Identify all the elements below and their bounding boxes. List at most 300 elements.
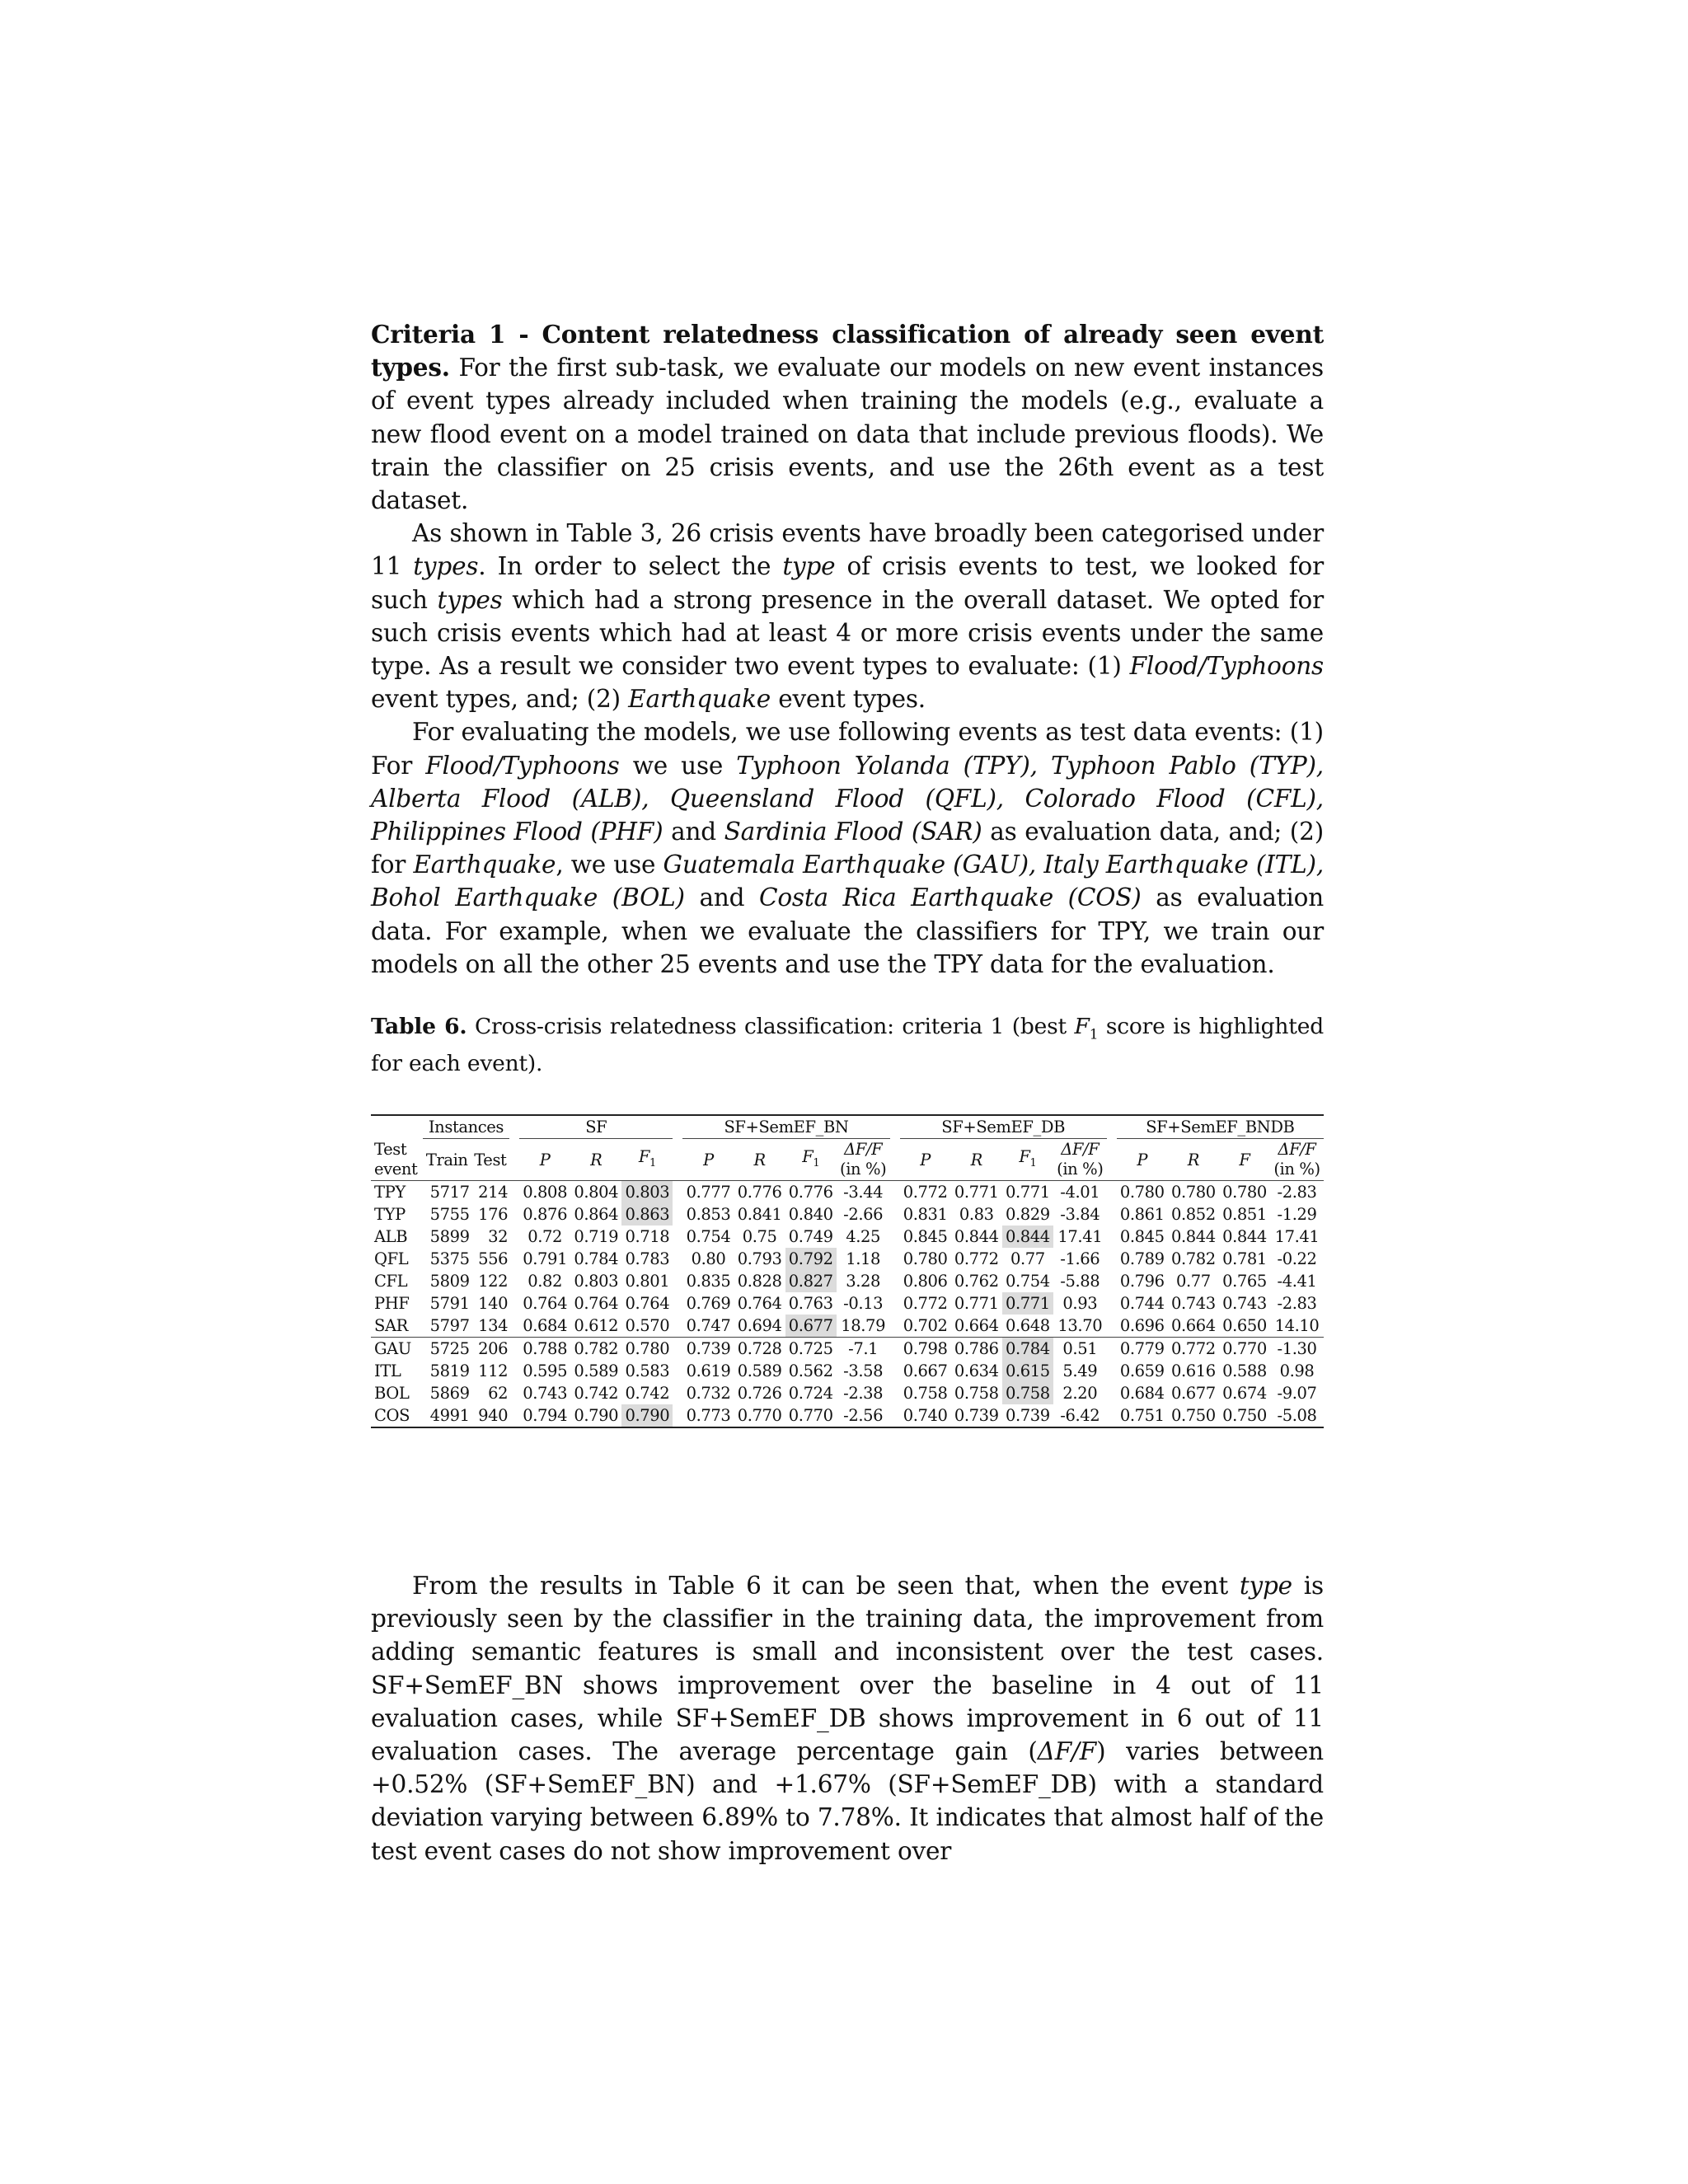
cell-bn-delta: 3.28 [846, 1272, 881, 1291]
italic-run: Costa Rica Earthquake (COS) [758, 883, 1142, 912]
cell-db-p: 0.667 [903, 1361, 948, 1380]
spacer [1107, 1382, 1117, 1404]
cell-bn-r: 0.841 [737, 1205, 782, 1224]
math-symbol: P [1137, 1150, 1148, 1169]
cell-bndb-p: 0.845 [1119, 1227, 1165, 1246]
cell-bn-delta: 4.25 [846, 1227, 881, 1246]
spacer [1107, 1203, 1117, 1226]
spacer [1107, 1115, 1117, 1139]
header-sf-r [570, 1139, 621, 1181]
cell-bn-r: 0.776 [737, 1183, 782, 1202]
cell-sf-p: 0.808 [523, 1183, 568, 1202]
cell-bn-f1: 0.776 [788, 1183, 833, 1202]
cell-sf-f1: 0.801 [625, 1272, 670, 1291]
text-run: is previously seen by the classifier in the training data, the improvement from adding semantic features is small and inconsistent over the test cases. SF+SemEF_BN shows improvement over the baseline in 4 out of 11 evaluation cases, while SF+SemEF_DB shows improvement in 6 out of 11 evaluation cases. The average percentage gain ( [371, 1572, 1324, 1766]
cell-db-r: 0.772 [954, 1249, 999, 1268]
cell-bndb-r: 0.782 [1170, 1249, 1216, 1268]
cell-train: 5809 [429, 1272, 470, 1291]
cell-db-delta: -1.66 [1060, 1249, 1100, 1268]
spacer [890, 1115, 900, 1139]
cell-bndb-p: 0.789 [1119, 1249, 1165, 1268]
cell-event: COS [371, 1404, 423, 1427]
cell-db-p: 0.772 [903, 1294, 948, 1313]
cell-sf-r: 0.864 [574, 1205, 619, 1224]
caption-text: score is highlighted for each event). [371, 1014, 1324, 1077]
cell-sf-p: 0.72 [528, 1227, 563, 1246]
spacer [890, 1404, 900, 1427]
cell-sf-r: 0.790 [570, 1404, 621, 1427]
cell-bn-r: 0.728 [734, 1338, 785, 1361]
cell-test: 214 [478, 1183, 509, 1202]
table-row [371, 1404, 1324, 1427]
math-symbol: F [638, 1146, 650, 1166]
italic-run: Guatemala Earthquake (GAU), Italy Earthquake (ITL), Bohol Earthquake (BOL) [371, 851, 1325, 912]
spacer [1107, 1292, 1117, 1315]
cell-sf-r: 0.782 [570, 1338, 621, 1361]
cell-db-p: 0.845 [903, 1227, 948, 1246]
results-table [371, 1114, 1324, 1428]
cell-db-r: 0.739 [951, 1404, 1002, 1427]
cell-event: SAR [374, 1316, 408, 1335]
italic-run: types [413, 552, 479, 581]
cell-db-f1: 0.739 [1002, 1404, 1053, 1427]
test-event-label: Test event [374, 1139, 418, 1179]
cell-bndb-f: 0.674 [1222, 1384, 1267, 1403]
cell-db-f1: 0.771 [1005, 1183, 1050, 1202]
group-instances: Instances [423, 1115, 509, 1139]
spacer [673, 1226, 682, 1248]
cell-bn-f1: 0.792 [785, 1248, 837, 1270]
cell-bndb-f: 0.650 [1222, 1316, 1267, 1335]
cell-db-f1: 0.844 [1002, 1226, 1053, 1248]
cell-bndb-p: 0.779 [1117, 1338, 1168, 1361]
cell-db-p: 0.831 [903, 1205, 948, 1224]
cell-bn-p: 0.769 [686, 1294, 731, 1313]
text-run: , we use [556, 851, 663, 879]
header-db-f1 [1002, 1139, 1053, 1181]
cell-bndb-f: 0.750 [1219, 1404, 1270, 1427]
spacer [1107, 1248, 1117, 1270]
cell-sf-r: 0.719 [574, 1227, 619, 1246]
cell-bn-delta: -2.56 [837, 1404, 890, 1427]
header-bn-f1 [785, 1139, 837, 1181]
cell-db-delta: -5.88 [1060, 1272, 1100, 1291]
cell-bndb-delta: -2.83 [1277, 1294, 1317, 1313]
spacer [509, 1382, 519, 1404]
cell-bndb-r: 0.743 [1170, 1294, 1216, 1313]
cell-bndb-r: 0.844 [1170, 1227, 1216, 1246]
group-sf-semef-db: SF+SemEF_DB [900, 1115, 1107, 1139]
group-sf-semef-bndb: SF+SemEF_BNDB [1117, 1115, 1324, 1139]
cell-bn-p: 0.835 [686, 1272, 731, 1291]
spacer [673, 1203, 682, 1226]
spacer [509, 1226, 519, 1248]
cell-bn-r: 0.793 [737, 1249, 782, 1268]
header-test-event [371, 1139, 423, 1181]
cell-bn-p: 0.777 [686, 1183, 731, 1202]
cell-db-delta: -4.01 [1060, 1183, 1100, 1202]
cell-event: GAU [371, 1338, 423, 1361]
math-symbol: R [753, 1150, 766, 1169]
header-bn-delta [837, 1139, 890, 1181]
delta-symbol: ΔF/F [1061, 1140, 1100, 1159]
text-run: of crisis events to test, we looked for such [371, 552, 1324, 614]
italic-run: Flood/Typhoons [1129, 652, 1324, 681]
header-bn-p [682, 1139, 734, 1181]
cell-db-f1: 0.754 [1005, 1272, 1050, 1291]
cell-train: 5717 [429, 1183, 470, 1202]
italic-run: Earthquake [628, 685, 771, 714]
cell-bndb-r: 0.77 [1175, 1272, 1211, 1291]
cell-event: BOL [374, 1384, 410, 1403]
cell-test: 32 [488, 1227, 509, 1246]
table-row [371, 1226, 1324, 1248]
cell-bn-delta: -7.1 [837, 1338, 890, 1361]
cell-bn-p: 0.747 [686, 1316, 731, 1335]
cell-bndb-delta: -9.07 [1277, 1384, 1317, 1403]
cell-sf-f1: 0.790 [621, 1404, 673, 1427]
cell-sf-p: 0.794 [519, 1404, 570, 1427]
math-symbol: P [539, 1150, 551, 1169]
cell-sf-f1: 0.718 [625, 1227, 670, 1246]
header-bn-r [734, 1139, 785, 1181]
header-test: Test [471, 1139, 509, 1181]
cell-event: PHF [374, 1294, 410, 1313]
cell-sf-f1: 0.803 [621, 1181, 673, 1204]
header-blank [371, 1115, 423, 1139]
italic-run: type [782, 552, 836, 581]
caption-label: Table 6. [371, 1014, 467, 1039]
cell-train: 5375 [429, 1249, 470, 1268]
spacer [1107, 1226, 1117, 1248]
caption-subscript: 1 [1089, 1026, 1099, 1043]
spacer [673, 1181, 682, 1204]
cell-db-p: 0.798 [900, 1338, 951, 1361]
cell-db-f1: 0.784 [1002, 1338, 1053, 1361]
cell-db-delta: 17.41 [1057, 1227, 1103, 1246]
spacer [890, 1270, 900, 1292]
delta-symbol: ΔF/F [844, 1140, 883, 1159]
body-text-bottom [371, 1569, 1324, 1868]
cell-train: 5899 [429, 1227, 470, 1246]
spacer [509, 1404, 519, 1427]
table-row [371, 1292, 1324, 1315]
text-run: which had a strong presence in the overall dataset. We opted for such crisis events which had at least 4 or more crisis events under the same type. As a result we consider two event types to evaluate: (1) [371, 585, 1324, 681]
cell-db-f1: 0.829 [1005, 1205, 1050, 1224]
delta-symbol: ΔF/F [1278, 1140, 1316, 1159]
cell-bn-delta: -2.38 [843, 1384, 884, 1403]
cell-sf-p: 0.788 [519, 1338, 570, 1361]
cell-db-r: 0.771 [954, 1183, 999, 1202]
cell-sf-r: 0.804 [574, 1183, 619, 1202]
cell-db-r: 0.786 [951, 1338, 1002, 1361]
text-run: as evaluation data. For example, when we evaluate the classifiers for TPY, we train our models on all the other 25 events and use the TPY data for the evaluation. [371, 883, 1325, 978]
cell-sf-p: 0.764 [523, 1294, 568, 1313]
text-run: For evaluating the models, we use following events as test data events: (1) For [371, 718, 1324, 780]
cell-db-p: 0.702 [903, 1316, 948, 1335]
cell-bndb-p: 0.744 [1119, 1294, 1165, 1313]
cell-db-p: 0.806 [903, 1272, 948, 1291]
cell-bn-f1: 0.677 [785, 1315, 837, 1338]
cell-event: ITL [374, 1361, 401, 1380]
criteria-heading: Criteria 1 - Content relatedness classification of already seen event types. [371, 320, 1324, 382]
cell-event: CFL [374, 1272, 408, 1291]
cell-db-r: 0.844 [954, 1227, 999, 1246]
spacer [673, 1270, 682, 1292]
cell-bndb-r: 0.852 [1170, 1205, 1216, 1224]
cell-db-delta: 13.70 [1057, 1316, 1103, 1335]
cell-bn-delta: 1.18 [846, 1249, 881, 1268]
cell-bn-p: 0.619 [686, 1361, 731, 1380]
cell-bn-r: 0.764 [737, 1294, 782, 1313]
text-run: . In order to select the [478, 552, 783, 581]
spacer [1107, 1181, 1117, 1204]
cell-bndb-delta: -1.29 [1277, 1205, 1317, 1224]
cell-sf-f1: 0.764 [625, 1294, 670, 1313]
cell-bndb-delta: -0.22 [1277, 1249, 1317, 1268]
cell-db-delta: 2.20 [1062, 1384, 1098, 1403]
caption-text: Cross-crisis relatedness classification: criteria 1 (best [467, 1014, 1075, 1039]
cell-bndb-f: 0.588 [1222, 1361, 1267, 1380]
delta-unit: (in %) [1057, 1160, 1104, 1179]
cell-bndb-r: 0.772 [1168, 1338, 1219, 1361]
cell-bndb-r: 0.780 [1170, 1183, 1216, 1202]
cell-bn-r: 0.589 [737, 1361, 782, 1380]
spacer [890, 1338, 900, 1361]
cell-db-p: 0.740 [900, 1404, 951, 1427]
spacer [673, 1404, 682, 1427]
header-db-p [900, 1139, 951, 1181]
cell-bn-delta: -2.66 [843, 1205, 884, 1224]
spacer [673, 1338, 682, 1361]
cell-db-r: 0.771 [954, 1294, 999, 1313]
cell-db-delta: -3.84 [1060, 1205, 1100, 1224]
table-row [371, 1270, 1324, 1292]
math-symbol: R [970, 1150, 982, 1169]
spacer [509, 1115, 519, 1139]
table-group-header [371, 1115, 1324, 1139]
italic-run: Earthquake [413, 851, 556, 879]
cell-train: 5869 [429, 1384, 470, 1403]
text-run: we use [619, 751, 737, 780]
cell-sf-r: 0.764 [574, 1294, 619, 1313]
cell-test: 62 [488, 1384, 509, 1403]
cell-bn-f1: 0.724 [788, 1384, 833, 1403]
cell-sf-r: 0.742 [574, 1384, 619, 1403]
text-run: As shown in Table 3, 26 crisis events have broadly been categorised under 11 [371, 519, 1324, 581]
math-symbol: P [920, 1150, 931, 1169]
cell-test: 140 [478, 1294, 509, 1313]
spacer [890, 1181, 900, 1204]
text-run: and [663, 818, 724, 846]
cell-db-f1: 0.771 [1002, 1292, 1053, 1315]
cell-bn-p: 0.739 [682, 1338, 734, 1361]
math-symbol: R [590, 1150, 603, 1169]
cell-bn-delta: -3.44 [843, 1183, 884, 1202]
cell-train: 5725 [423, 1338, 471, 1361]
header-db-delta [1053, 1139, 1107, 1181]
cell-train: 5797 [429, 1316, 470, 1335]
cell-db-p: 0.772 [903, 1183, 948, 1202]
italic-run: types [437, 585, 503, 614]
cell-sf-p: 0.791 [523, 1249, 568, 1268]
cell-bndb-p: 0.659 [1119, 1361, 1165, 1380]
cell-sf-f1: 0.863 [621, 1203, 673, 1226]
cell-bndb-f: 0.851 [1222, 1205, 1267, 1224]
text-run: event types. [771, 685, 926, 714]
cell-test: 134 [478, 1316, 509, 1335]
paragraph-criteria-1 [371, 318, 1324, 517]
spacer [509, 1139, 519, 1181]
header-bndb-delta [1270, 1139, 1324, 1181]
math-subscript: 1 [649, 1156, 656, 1169]
cell-bndb-delta: 17.41 [1274, 1227, 1320, 1246]
spacer [1107, 1315, 1117, 1338]
cell-bndb-r: 0.664 [1170, 1316, 1216, 1335]
cell-sf-p: 0.595 [523, 1361, 568, 1380]
cell-sf-f1: 0.742 [625, 1384, 670, 1403]
spacer [673, 1139, 682, 1181]
cell-bn-f1: 0.763 [788, 1294, 833, 1313]
cell-bn-r: 0.828 [737, 1272, 782, 1291]
cell-bndb-delta: -1.30 [1270, 1338, 1324, 1361]
delta-unit: (in %) [840, 1160, 887, 1179]
cell-db-delta: 0.51 [1053, 1338, 1107, 1361]
cell-bndb-p: 0.684 [1119, 1384, 1165, 1403]
italic-run: Sardinia Flood (SAR) [724, 818, 982, 846]
text-run: ) varies between +0.52% (SF+SemEF_BN) and +1.67% (SF+SemEF_DB) with a standard deviation varying between 6.89% to 7.78%. It indicates that almost half of the test event cases do not show improvement over [371, 1737, 1324, 1865]
cell-db-p: 0.758 [903, 1384, 948, 1403]
cell-db-r: 0.83 [959, 1205, 994, 1224]
cell-db-r: 0.762 [954, 1272, 999, 1291]
delta-unit: (in %) [1273, 1160, 1320, 1179]
cell-test: 112 [478, 1361, 509, 1380]
math-symbol: P [703, 1150, 714, 1169]
math-symbol: F [1239, 1150, 1250, 1169]
table-column-header [371, 1139, 1324, 1181]
cell-bn-f1: 0.840 [788, 1205, 833, 1224]
cell-bn-r: 0.726 [737, 1384, 782, 1403]
cell-bndb-f: 0.743 [1222, 1294, 1267, 1313]
header-bndb-p [1117, 1139, 1168, 1181]
spacer [509, 1315, 519, 1338]
cell-bn-f1: 0.770 [785, 1404, 837, 1427]
cell-bndb-f: 0.765 [1222, 1272, 1267, 1291]
italic-run: ΔF/F [1037, 1737, 1097, 1766]
cell-bndb-r: 0.616 [1170, 1361, 1216, 1380]
cell-bn-r: 0.75 [742, 1227, 777, 1246]
math-symbol: F [1019, 1146, 1030, 1166]
spacer [673, 1115, 682, 1139]
cell-bndb-p: 0.796 [1119, 1272, 1165, 1291]
spacer [890, 1226, 900, 1248]
cell-bn-r: 0.770 [734, 1404, 785, 1427]
spacer [890, 1360, 900, 1382]
cell-sf-p: 0.743 [523, 1384, 568, 1403]
cell-db-delta: 5.49 [1062, 1361, 1098, 1380]
cell-bn-f1: 0.827 [785, 1270, 837, 1292]
delta-label [1273, 1140, 1320, 1179]
cell-test: 122 [478, 1272, 509, 1291]
paragraph-event-types [371, 517, 1324, 715]
cell-bndb-delta: 0.98 [1279, 1361, 1315, 1380]
cell-bn-f1: 0.725 [785, 1338, 837, 1361]
cell-bndb-delta: -2.83 [1277, 1183, 1317, 1202]
cell-bn-p: 0.732 [686, 1384, 731, 1403]
spacer [890, 1315, 900, 1338]
cell-sf-r: 0.803 [574, 1272, 619, 1291]
cell-db-r: 0.634 [954, 1361, 999, 1380]
cell-sf-f1: 0.783 [625, 1249, 670, 1268]
paragraph-test-events [371, 715, 1324, 981]
cell-bn-p: 0.80 [691, 1249, 726, 1268]
table-caption [371, 1012, 1324, 1079]
text-run: From the results in Table 6 it can be seen that, when the event [412, 1572, 1240, 1600]
cell-bn-r: 0.694 [737, 1316, 782, 1335]
cell-event: ALB [374, 1227, 408, 1246]
cell-sf-f1: 0.570 [625, 1316, 670, 1335]
cell-event: TPY [374, 1183, 406, 1202]
spacer [673, 1360, 682, 1382]
cell-bndb-p: 0.751 [1117, 1404, 1168, 1427]
cell-db-delta: -6.42 [1053, 1404, 1107, 1427]
cell-sf-p: 0.82 [528, 1272, 563, 1291]
cell-event: TYP [374, 1205, 406, 1224]
spacer [890, 1382, 900, 1404]
text-run: event types, and; (2) [371, 685, 629, 714]
header-bndb-r [1168, 1139, 1219, 1181]
spacer [509, 1292, 519, 1315]
spacer [673, 1382, 682, 1404]
table-row [371, 1338, 1324, 1361]
spacer [1107, 1338, 1117, 1361]
cell-bndb-delta: 14.10 [1274, 1316, 1320, 1335]
cell-db-f1: 0.758 [1002, 1382, 1053, 1404]
spacer [890, 1248, 900, 1270]
spacer [1107, 1404, 1117, 1427]
cell-db-r: 0.758 [954, 1384, 999, 1403]
spacer [509, 1360, 519, 1382]
cell-bn-delta: -0.13 [843, 1294, 884, 1313]
cell-train: 5755 [429, 1205, 470, 1224]
spacer [509, 1181, 519, 1204]
cell-bndb-delta: -5.08 [1270, 1404, 1324, 1427]
cell-train: 4991 [423, 1404, 471, 1427]
table-row [371, 1248, 1324, 1270]
math-symbol: F [802, 1146, 814, 1166]
italic-run: Typhoon Yolanda (TPY), Typhoon Pablo (TYP), Alberta Flood (ALB), Queensland Flood (QFL), Colorado Flood (CFL), Philippines Flood (PHF) [371, 751, 1324, 846]
cell-bndb-f: 0.780 [1222, 1183, 1267, 1202]
table-row [371, 1360, 1324, 1382]
cell-sf-r: 0.784 [574, 1249, 619, 1268]
cell-bndb-p: 0.780 [1119, 1183, 1165, 1202]
header-sf-p [519, 1139, 570, 1181]
body-text-top [371, 318, 1324, 981]
cell-bn-f1: 0.749 [788, 1227, 833, 1246]
paragraph-results-discussion [371, 1569, 1324, 1868]
caption-math: F [1074, 1014, 1090, 1039]
cell-bndb-r: 0.750 [1168, 1404, 1219, 1427]
math-subscript: 1 [1029, 1156, 1037, 1169]
cell-bn-p: 0.853 [686, 1205, 731, 1224]
math-symbol: R [1187, 1150, 1200, 1169]
cell-db-f1: 0.615 [1002, 1360, 1053, 1382]
cell-bndb-f: 0.844 [1222, 1227, 1267, 1246]
cell-sf-f1: 0.583 [625, 1361, 670, 1380]
table-row [371, 1203, 1324, 1226]
table-row [371, 1382, 1324, 1404]
cell-event: QFL [374, 1249, 409, 1268]
